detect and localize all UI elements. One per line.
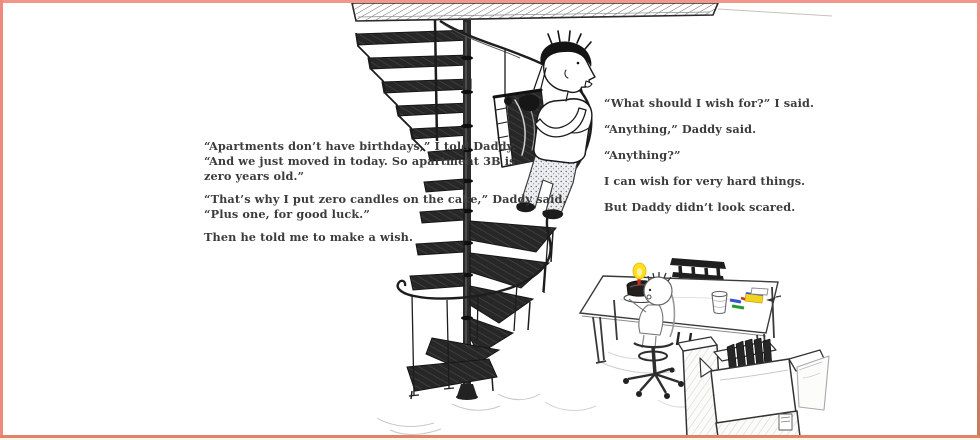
story-text-left (204, 139, 567, 253)
moving-boxes (678, 337, 829, 437)
small-white-box (751, 288, 768, 295)
story-line: “That’s why I put zero candles on the cake,” Daddy said. (204, 192, 567, 206)
open-mouth (585, 81, 592, 87)
page-border-top (0, 0, 980, 3)
paragraph (604, 96, 814, 111)
story-line: “Plus one, for good luck.” (204, 207, 370, 221)
story-line: I can wish for very hard things. (604, 174, 806, 188)
upper-flight (356, 20, 471, 151)
paragraph (604, 148, 814, 163)
story-line: Then he told me to make a wish. (204, 230, 414, 244)
child-eye (649, 289, 651, 291)
paragraph (604, 200, 814, 215)
story-line: “Anything,” Daddy said. (604, 122, 757, 136)
hand (519, 95, 539, 112)
story-line: “Anything?” (604, 148, 681, 162)
story-line: “Apartments don’t have birthdays,” I told Daddy. (204, 139, 516, 153)
paragraph (204, 192, 567, 222)
story-line: “What should I wish for?” I said. (604, 96, 815, 110)
eye (577, 62, 580, 65)
ceiling-beam (352, 3, 832, 21)
paragraph (204, 230, 567, 245)
story-line: But Daddy didn’t look scared. (604, 200, 796, 214)
seat (634, 343, 673, 347)
page-border-left (0, 0, 3, 437)
paragraph (604, 122, 814, 137)
paragraph (604, 174, 814, 189)
story-line: zero years old.” (204, 169, 305, 183)
wooden-chair (670, 258, 726, 281)
child-head (644, 277, 672, 305)
cup (712, 291, 727, 313)
story-text-right (604, 96, 814, 226)
chair-pole (653, 347, 655, 374)
floor-sketch-lines (377, 352, 696, 434)
paragraph (204, 139, 567, 184)
page-border-bottom (0, 435, 980, 438)
story-line: “And we just moved in today. So apartment 3B is (204, 154, 516, 168)
hand (504, 97, 512, 105)
